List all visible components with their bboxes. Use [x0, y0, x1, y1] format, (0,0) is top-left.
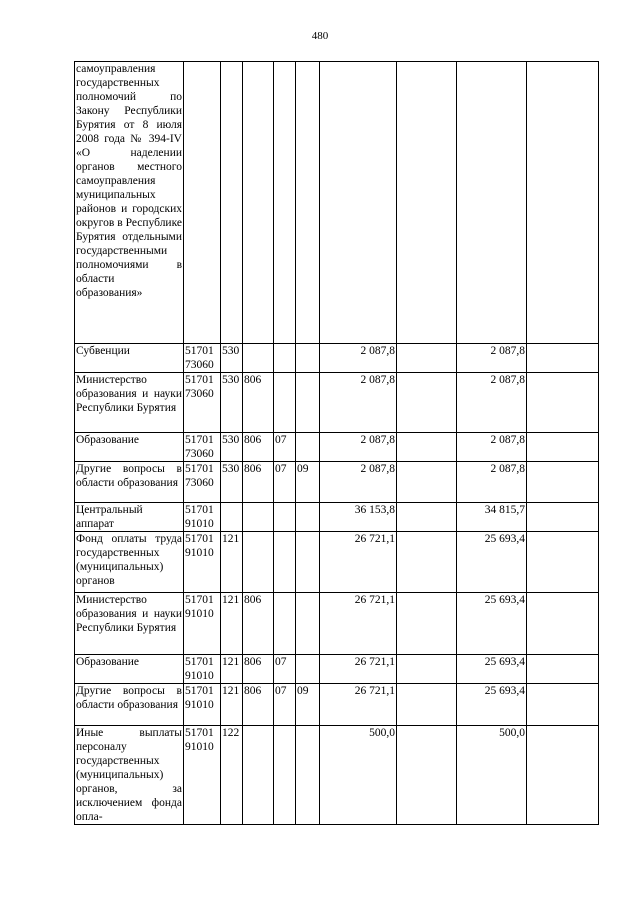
- cell-name: самоуправления государственных полномочий по Закону Республики Бурятия от 8 июля 2008 года № 394-IV «О наделении органов местного самоуправления муниципальных районов и городских округов в Республике Бурятия отдельными государственными полномочиями в области образования»: [75, 62, 184, 344]
- cell-amount-1: [320, 62, 397, 344]
- cell-ministry-code: [243, 532, 274, 593]
- cell-amount-3: 2 087,8: [457, 433, 527, 462]
- cell-ministry-code: [243, 344, 274, 373]
- cell-expense-type: 530: [221, 373, 243, 433]
- cell-amount-1: 2 087,8: [320, 373, 397, 433]
- cell-section: [274, 62, 296, 344]
- cell-section: 07: [274, 462, 296, 503]
- table-row: [75, 373, 599, 433]
- cell-section: 07: [274, 433, 296, 462]
- cell-name: Субвенции: [75, 344, 184, 373]
- cell-amount-1: 26 721,1: [320, 593, 397, 655]
- cell-amount-4: [527, 503, 599, 532]
- cell-ministry-code: 806: [243, 462, 274, 503]
- cell-amount-2: [397, 462, 457, 503]
- cell-amount-3: 2 087,8: [457, 462, 527, 503]
- cell-ministry-code: 806: [243, 655, 274, 684]
- cell-ministry-code: [243, 726, 274, 825]
- cell-expense-type: 121: [221, 593, 243, 655]
- cell-target-article: 51701 91010: [184, 503, 221, 532]
- cell-amount-2: [397, 503, 457, 532]
- cell-name: Другие вопросы в области образования: [75, 462, 184, 503]
- cell-section: 07: [274, 655, 296, 684]
- cell-expense-type: 530: [221, 433, 243, 462]
- table-row: [75, 593, 599, 655]
- cell-amount-3: 34 815,7: [457, 503, 527, 532]
- table-row: [75, 532, 599, 593]
- cell-amount-2: [397, 726, 457, 825]
- cell-amount-4: [527, 373, 599, 433]
- cell-target-article: 51701 91010: [184, 593, 221, 655]
- table-row: [75, 726, 599, 825]
- cell-section: [274, 373, 296, 433]
- cell-subsection: [296, 433, 320, 462]
- cell-ministry-code: 806: [243, 684, 274, 726]
- page-number: 480: [311, 30, 329, 42]
- cell-amount-2: [397, 593, 457, 655]
- cell-amount-2: [397, 373, 457, 433]
- cell-subsection: [296, 62, 320, 344]
- cell-amount-2: [397, 344, 457, 373]
- cell-amount-1: 500,0: [320, 726, 397, 825]
- cell-section: [274, 532, 296, 593]
- cell-name: Иные выплаты персоналу государственных (муниципальных) органов, за исключением фонда опла-: [76, 727, 182, 823]
- cell-name: Образование: [75, 433, 184, 462]
- cell-target-article: 51701 73060: [184, 433, 221, 462]
- cell-amount-3: 25 693,4: [457, 655, 527, 684]
- cell-amount-4: [527, 433, 599, 462]
- cell-target-article: 51701 73060: [184, 373, 221, 433]
- cell-amount-4: [527, 593, 599, 655]
- cell-amount-4: [527, 684, 599, 726]
- cell-ministry-code: 806: [243, 433, 274, 462]
- cell-target-article: 51701 91010: [184, 655, 221, 684]
- cell-target-article: [184, 62, 221, 344]
- cell-amount-1: 26 721,1: [320, 655, 397, 684]
- cell-expense-type: 530: [221, 462, 243, 503]
- cell-target-article: 51701 91010: [184, 532, 221, 593]
- cell-section: 07: [274, 684, 296, 726]
- cell-amount-4: [527, 62, 599, 344]
- table-row: [75, 655, 599, 684]
- cell-amount-1: 36 153,8: [320, 503, 397, 532]
- cell-amount-1: 2 087,8: [320, 344, 397, 373]
- cell-name: Другие вопросы в области образования: [75, 684, 184, 726]
- cell-ministry-code: [243, 62, 274, 344]
- cell-amount-2: [397, 532, 457, 593]
- cell-name: Министерство образования и науки Республики Бурятия: [75, 373, 184, 433]
- cell-name: Фонд оплаты труда государственных (муниципальных) органов: [75, 532, 184, 593]
- cell-subsection: 09: [296, 684, 320, 726]
- cell-ministry-code: 806: [243, 373, 274, 433]
- cell-target-article: 51701 91010: [184, 684, 221, 726]
- cell-expense-type: 121: [221, 684, 243, 726]
- cell-target-article: 51701 73060: [184, 462, 221, 503]
- cell-amount-4: [527, 655, 599, 684]
- cell-amount-3: 500,0: [457, 726, 527, 825]
- cell-subsection: [296, 503, 320, 532]
- cell-amount-3: 25 693,4: [457, 593, 527, 655]
- cell-amount-2: [397, 62, 457, 344]
- cell-amount-1: 2 087,8: [320, 433, 397, 462]
- cell-ministry-code: 806: [243, 593, 274, 655]
- table-row: [75, 344, 599, 373]
- cell-amount-1: 26 721,1: [320, 684, 397, 726]
- cell-amount-2: [397, 655, 457, 684]
- table-row: [75, 62, 599, 344]
- cell-target-article: 51701 91010: [184, 726, 221, 825]
- cell-ministry-code: [243, 503, 274, 532]
- cell-section: [274, 726, 296, 825]
- table-row: [75, 433, 599, 462]
- cell-subsection: 09: [296, 462, 320, 503]
- cell-amount-3: 2 087,8: [457, 344, 527, 373]
- cell-subsection: [296, 344, 320, 373]
- cell-subsection: [296, 373, 320, 433]
- table-row: [75, 462, 599, 503]
- cell-amount-3: 2 087,8: [457, 373, 527, 433]
- cell-amount-1: 26 721,1: [320, 532, 397, 593]
- cell-expense-type: 121: [221, 655, 243, 684]
- cell-name: Министерство образования и науки Республики Бурятия: [75, 593, 184, 655]
- table-row: [75, 503, 599, 532]
- cell-amount-3: 25 693,4: [457, 684, 527, 726]
- cell-amount-4: [527, 462, 599, 503]
- cell-amount-2: [397, 684, 457, 726]
- cell-amount-4: [527, 532, 599, 593]
- cell-section: [274, 593, 296, 655]
- cell-name: Образование: [75, 655, 184, 684]
- cell-amount-2: [397, 433, 457, 462]
- cell-section: [274, 503, 296, 532]
- cell-amount-4: [527, 344, 599, 373]
- table-row: [75, 684, 599, 726]
- cell-target-article: 51701 73060: [184, 344, 221, 373]
- cell-section: [274, 344, 296, 373]
- cell-subsection: [296, 593, 320, 655]
- cell-subsection: [296, 532, 320, 593]
- cell-subsection: [296, 726, 320, 825]
- cell-subsection: [296, 655, 320, 684]
- cell-expense-type: 122: [221, 726, 243, 825]
- budget-table: [74, 61, 599, 825]
- cell-expense-type: [221, 62, 243, 344]
- cell-expense-type: [221, 503, 243, 532]
- cell-expense-type: 530: [221, 344, 243, 373]
- cell-amount-1: 2 087,8: [320, 462, 397, 503]
- cell-expense-type: 121: [221, 532, 243, 593]
- cell-amount-4: [527, 726, 599, 825]
- cell-name: Центральный аппарат: [75, 503, 184, 532]
- cell-amount-3: [457, 62, 527, 344]
- cell-amount-3: 25 693,4: [457, 532, 527, 593]
